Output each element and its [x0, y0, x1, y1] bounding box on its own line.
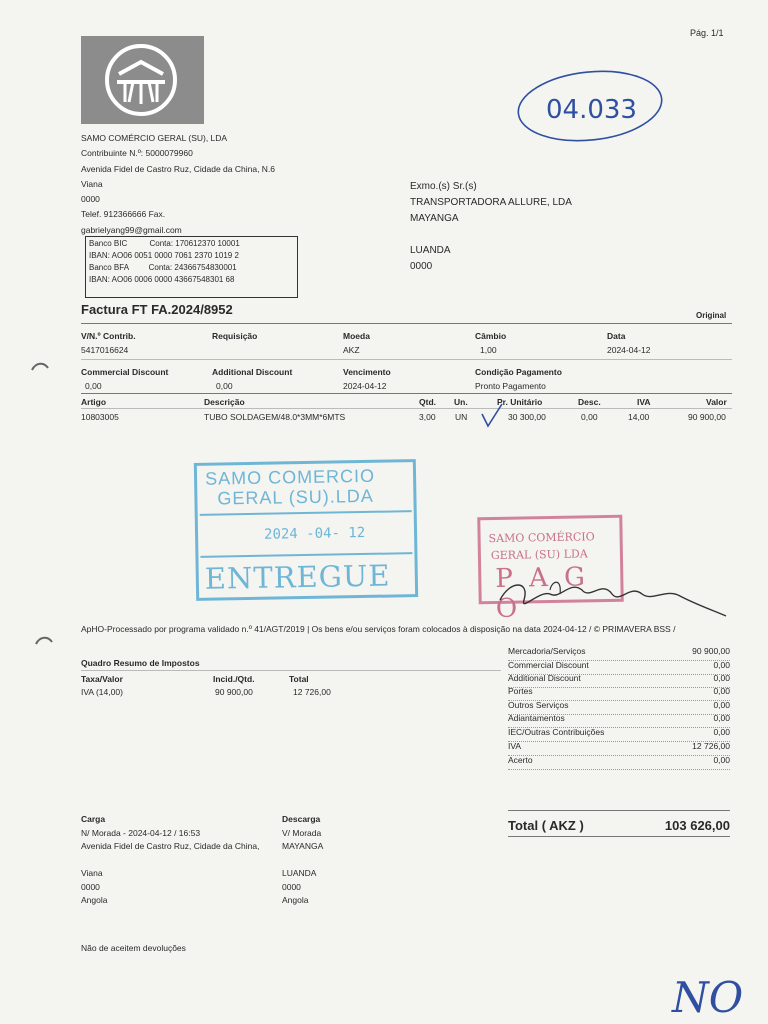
recipient-area: MAYANGA	[410, 213, 459, 224]
item-qtd: 3,00	[419, 412, 436, 422]
list-item	[508, 686, 730, 701]
tax-total: 12 726,00	[293, 687, 331, 697]
descarga-block	[282, 813, 323, 908]
list-item	[508, 646, 730, 661]
item-valor: 90 900,00	[688, 412, 726, 422]
descarga-line: LUANDA	[282, 868, 317, 878]
col-preco: Pr. Unitário	[497, 397, 543, 407]
descarga-line: 0000	[282, 881, 301, 892]
stamp-red-line2: GERAL (SU) LDA	[490, 547, 588, 563]
additional-discount-label: Additional Discount	[212, 367, 293, 377]
sender-taxpayer: Contribuinte N.º: 5000079960	[81, 148, 193, 159]
handwritten-checkmark-icon	[480, 402, 504, 428]
sender-address: Avenida Fidel de Castro Ruz, Cidade da China, N.6	[81, 163, 276, 174]
col-un: Un.	[454, 397, 468, 407]
tax-col-taxa: Taxa/Valor	[81, 674, 123, 684]
tax-col-incid: Incid./Qtd.	[213, 674, 255, 684]
due-date-label: Vencimento	[343, 367, 391, 377]
total-label: IVA	[508, 741, 522, 751]
list-item	[508, 741, 730, 756]
col-artigo: Artigo	[81, 397, 107, 407]
handwritten-note-text: NO	[672, 973, 744, 1018]
total-value: 90 900,00	[692, 646, 730, 656]
sender-city: Viana	[81, 178, 103, 189]
carga-block	[81, 813, 259, 908]
delivered-stamp	[194, 459, 418, 601]
carga-line: 0000	[81, 881, 100, 892]
payment-condition-value: Pronto Pagamento	[475, 381, 546, 391]
total-label: Commercial Discount	[508, 660, 589, 670]
copy-label: Original	[696, 311, 727, 320]
total-label: IEC/Outras Contribuições	[508, 727, 605, 737]
tax-taxa: IVA (14,00)	[81, 687, 123, 697]
invoice-title: Factura FT FA.2024/8952	[81, 302, 233, 317]
col-iva: IVA	[637, 397, 651, 407]
currency-value: AKZ	[343, 345, 360, 355]
total-value: 0,00	[713, 727, 730, 737]
bank-line: IBAN: AO06 0006 0000 43667548301 68	[89, 275, 235, 284]
descarga-line: V/ Morada	[282, 827, 322, 838]
sender-email: gabrielyang99@gmail.com	[81, 224, 182, 235]
stamp-red-word: P A G O	[495, 562, 590, 624]
handwritten-signature	[490, 560, 730, 624]
total-label: Adiantamentos	[508, 713, 565, 723]
sender-block	[81, 131, 275, 238]
grand-total-label: Total ( AKZ )	[508, 818, 584, 833]
commercial-discount-value: 0,00	[85, 381, 102, 391]
descarga-line: Angola	[282, 895, 309, 905]
tax-summary-divider	[81, 670, 501, 671]
exchange-label: Câmbio	[475, 331, 507, 341]
total-label: Mercadoria/Serviços	[508, 646, 586, 656]
carga-line: Angola	[81, 895, 108, 905]
processed-notice: ApHO-Processado por programa validado n.º 41/AGT/2019 | Os bens e/ou serviços foram colocados à disposição na data 2024-04-12 / © PRIMAVERA BSS /	[81, 624, 676, 634]
item-un: UN	[455, 412, 468, 422]
stamp-blue-rule	[200, 552, 412, 558]
tax-incid: 90 900,00	[215, 687, 253, 697]
item-preco: 30 300,00	[508, 412, 546, 422]
stamp-blue-line2: GERAL (SU).LDA	[217, 485, 374, 509]
item-iva: 14,00	[628, 412, 650, 422]
sender-postal: 0000	[81, 194, 100, 205]
currency-label: Moeda	[343, 331, 370, 341]
total-label: Outros Serviços	[508, 700, 569, 710]
carga-title: Carga	[81, 814, 106, 824]
grand-total-value: 103 626,00	[664, 818, 730, 833]
handwritten-ref-text: 04.033	[546, 95, 637, 125]
due-date-value: 2024-04-12	[343, 381, 387, 391]
page-number: Pág. 1/1	[690, 28, 724, 38]
vn-value: 5417016624	[81, 345, 129, 355]
descarga-title: Descarga	[282, 814, 321, 824]
logo-emblem-icon	[81, 36, 204, 124]
grand-total-top-rule	[508, 810, 730, 811]
row-divider	[81, 359, 732, 360]
sender-phone: Telef. 912366666 Fax.	[81, 209, 166, 220]
recipient-name: TRANSPORTADORA ALLURE, LDA	[410, 197, 572, 208]
punch-hole-icon	[30, 360, 50, 372]
carga-line	[81, 854, 259, 868]
exchange-value: 1,00	[480, 345, 497, 355]
item-descricao: TUBO SOLDAGEM/48.0*3MM*6MTS	[204, 412, 346, 422]
recipient-postal: 0000	[410, 261, 433, 272]
items-top-divider	[81, 393, 732, 394]
recipient-salutation: Exmo.(s) Sr.(s)	[410, 181, 477, 192]
bank-line: Banco BIC Conta: 170612370 10001	[89, 239, 240, 248]
vn-label: V/N.º Contrib.	[81, 331, 136, 341]
item-desc: 0,00	[581, 412, 598, 422]
title-divider	[81, 323, 732, 324]
col-valor: Valor	[706, 397, 727, 407]
bank-line: Banco BFA Conta: 24366754830001	[89, 263, 237, 272]
total-value: 0,00	[713, 660, 730, 670]
tax-summary-title: Quadro Resumo de Impostos	[81, 658, 200, 668]
item-artigo: 10803005	[81, 412, 119, 422]
descarga-line	[282, 854, 323, 868]
date-label: Data	[607, 331, 626, 341]
no-returns-note: Não de aceitem devoluções	[81, 943, 186, 953]
total-value: 0,00	[713, 755, 730, 765]
total-value: 0,00	[713, 700, 730, 710]
total-value: 12 726,00	[692, 741, 730, 751]
stamp-blue-word: ENTREGUE	[204, 558, 391, 596]
list-item	[508, 713, 730, 728]
col-desc: Desc.	[578, 397, 601, 407]
stamp-red-line1: SAMO COMÉRCIO	[488, 530, 595, 546]
handwritten-reference	[510, 62, 670, 152]
punch-hole-icon	[34, 634, 54, 646]
stamp-blue-date: 2024 -04- 12	[263, 524, 366, 543]
recipient-city: LUANDA	[410, 245, 451, 256]
stamp-blue-rule	[200, 510, 412, 516]
total-label: Acerto	[508, 755, 533, 765]
payment-condition-label: Condição Pagamento	[475, 367, 562, 377]
total-label: Portes	[508, 686, 533, 696]
company-logo	[81, 36, 204, 124]
total-value: 0,00	[713, 713, 730, 723]
list-item	[508, 755, 730, 770]
sender-company: SAMO COMÉRCIO GERAL (SU), LDA	[81, 133, 228, 143]
descarga-line: MAYANGA	[282, 841, 324, 851]
col-qtd: Qtd.	[419, 397, 436, 407]
list-item	[508, 727, 730, 742]
stamp-blue-line1: SAMO COMERCIO	[204, 465, 376, 489]
handwritten-note	[668, 968, 758, 1018]
carga-line: Viana	[81, 868, 103, 878]
carga-line: N/ Morada - 2024-04-12 / 16:53	[81, 827, 201, 838]
carga-line: Avenida Fidel de Castro Ruz, Cidade da China,	[81, 841, 260, 851]
total-value: 0,00	[713, 686, 730, 696]
items-header-divider	[81, 408, 732, 409]
total-label: Additional Discount	[508, 673, 581, 683]
tax-col-total: Total	[289, 674, 309, 684]
grand-total-bottom-rule	[508, 836, 730, 837]
recipient-block	[410, 179, 572, 275]
requisition-label: Requisição	[212, 331, 258, 341]
additional-discount-value: 0,00	[216, 381, 233, 391]
bank-line: IBAN: AO06 0051 0000 7061 2370 1019 2	[89, 251, 239, 260]
col-descricao: Descrição	[204, 397, 245, 407]
total-value: 0,00	[713, 673, 730, 683]
commercial-discount-label: Commercial Discount	[81, 367, 169, 377]
bank-details-box	[85, 236, 298, 298]
date-value: 2024-04-12	[607, 345, 651, 355]
